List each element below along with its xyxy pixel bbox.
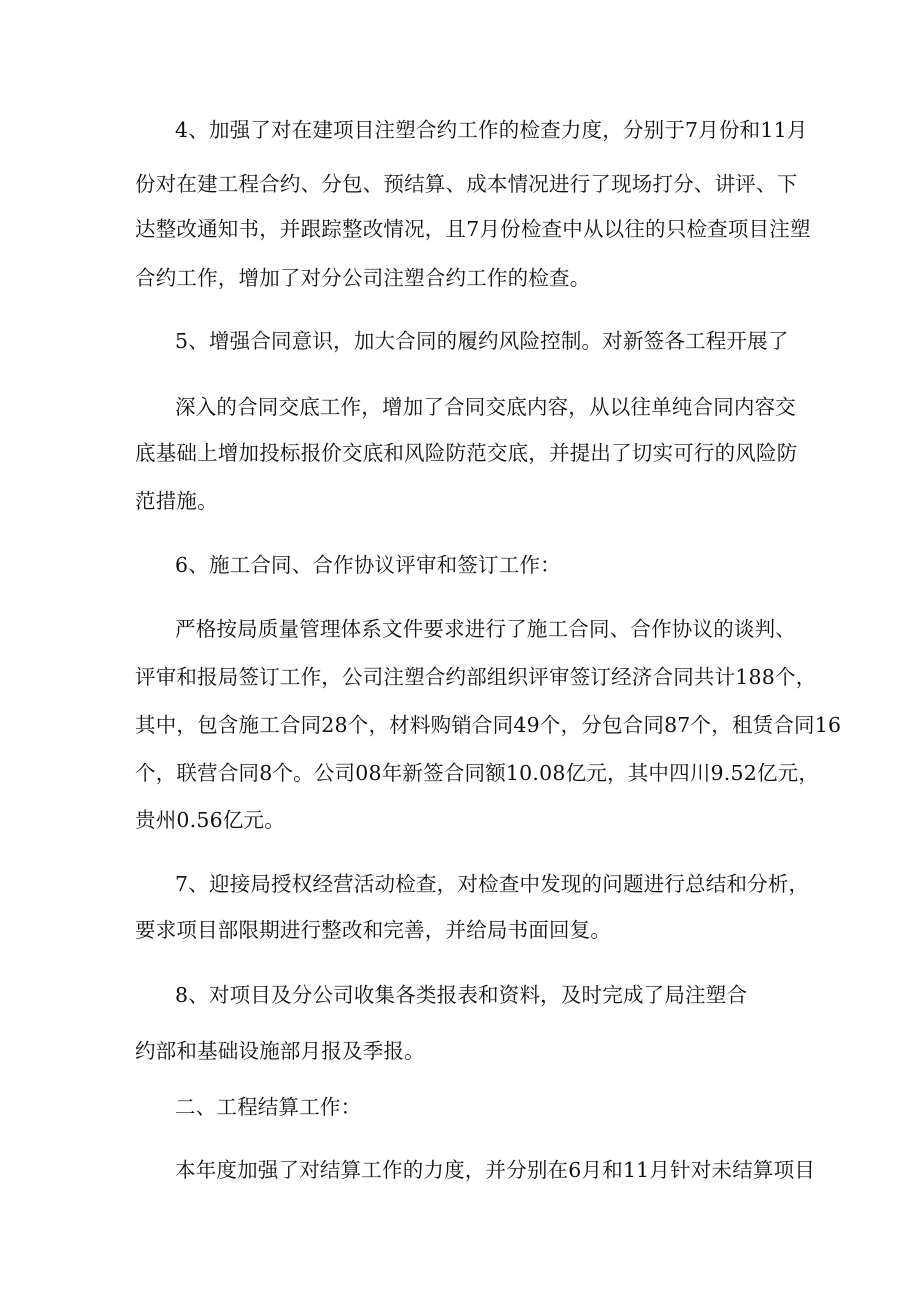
paragraph-6-line-5: 贵州0.56亿元。 <box>135 808 285 832</box>
section-2-heading: 二、工程结算工作： <box>175 1095 362 1119</box>
paragraph-6-line-4: 个，联营合同8个。公司08年新签合同额10.08亿元，其中四川9.52亿元， <box>135 761 820 785</box>
paragraph-4-line-4: 合约工作，增加了对分公司注塑合约工作的检查。 <box>135 266 591 290</box>
paragraph-5-line-1: 5、增强合同意识，加大合同的履约风险控制。对新签各工程开展了 <box>175 329 789 353</box>
paragraph-5-line-4: 范措施。 <box>135 489 218 513</box>
paragraph-5-line-3: 底基础上增加投标报价交底和风险防范交底，并提出了切实可行的风险防 <box>135 441 798 465</box>
paragraph-8-line-2: 约部和基础设施部月报及季报。 <box>135 1039 425 1063</box>
paragraph-6-line-3: 其中，包含施工合同28个，材料购销合同49个，分包合同87个，租赁合同16 <box>135 713 842 737</box>
paragraph-4-line-1: 4、加强了对在建项目注塑合约工作的检查力度，分别于7月份和11月 <box>175 118 808 142</box>
paragraph-7-line-1: 7、迎接局授权经营活动检查，对检查中发现的问题进行总结和分析， <box>175 872 810 896</box>
paragraph-8-line-1: 8、对项目及分公司收集各类报表和资料，及时完成了局注塑合 <box>175 983 748 1007</box>
paragraph-6-line-1: 严格按局质量管理体系文件要求进行了施工合同、合作协议的谈判、 <box>175 617 796 641</box>
paragraph-7-line-2: 要求项目部限期进行整改和完善，并给局书面回复。 <box>135 918 612 942</box>
section-2-line-1: 本年度加强了对结算工作的力度，并分别在6月和11月针对未结算项目 <box>175 1158 816 1182</box>
paragraph-6-heading: 6、施工合同、合作协议评审和签订工作： <box>175 553 561 577</box>
paragraph-4-line-2: 份对在建工程合约、分包、预结算、成本情况进行了现场打分、讲评、下 <box>135 172 798 196</box>
paragraph-4-line-3: 达整改通知书，并跟踪整改情况，且7月份检查中从以往的只检查项目注塑 <box>135 217 811 241</box>
paragraph-6-line-2: 评审和报局签订工作，公司注塑合约部组织评审签订经济合同共计188个， <box>135 665 817 689</box>
paragraph-5-line-2: 深入的合同交底工作，增加了合同交底内容，从以往单纯合同内容交 <box>175 395 796 419</box>
